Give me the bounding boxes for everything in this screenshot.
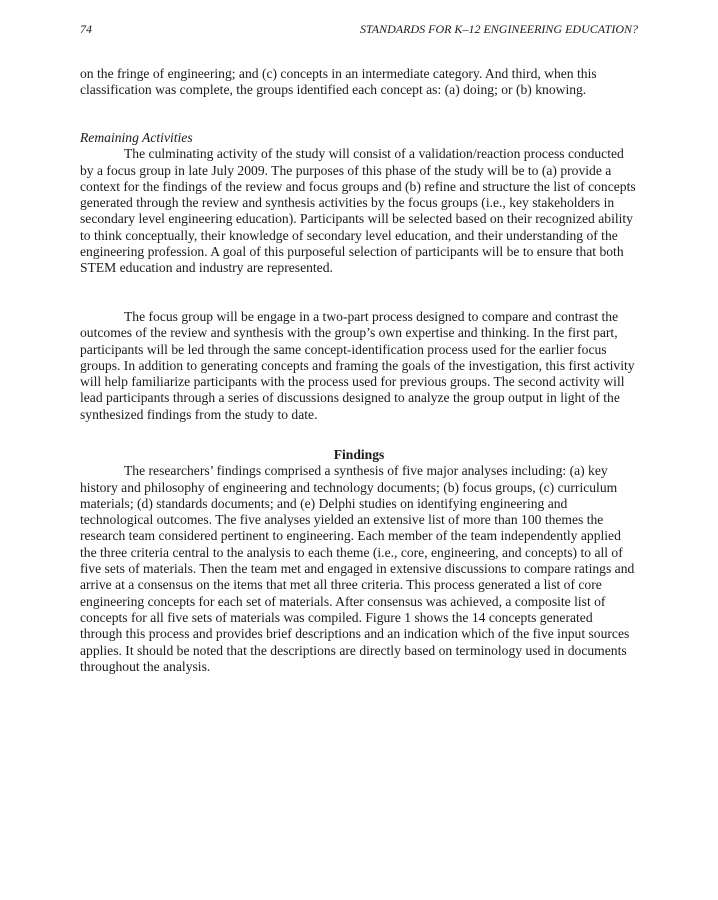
remaining-activities-section <box>80 130 638 277</box>
findings-section <box>80 447 638 675</box>
focus-group-paragraph: The focus group will be engage in a two-part process designed to compare and contrast the outcomes of the review and synthesis with the group’s own expertise and thinking. In the first part, participants will be led through the same concept-identification process used for the earlier focus groups. In addition to generating concepts and framing the goals of the investigation, this first activity will help familiarize participants with the process used for previous groups. The second activity will lead participants through a series of discussions designed to analyze the group output in light of the synthesized findings from the study to date. <box>80 309 635 422</box>
remaining-activities-paragraph: The culminating activity of the study will consist of a validation/reaction process conducted by a focus group in late July 2009. The purposes of this phase of the study will be to (a) provide a context for the findings of the review and focus groups and (b) refine and structure the list of concepts generated through the review and synthesis activities by the focus groups (i.e., key stakeholders in secondary level engineering education). Participants will be selected based on their recognized ability to think conceptually, their knowledge of secondary level education, and their understanding of the engineering profession. A goal of this purposeful selection of participants will be to ensure that both STEM education and industry are represented. <box>80 146 636 276</box>
running-header <box>80 20 638 38</box>
findings-paragraph: The researchers’ findings comprised a synthesis of five major analyses including: (a) key history and philosophy of engineering and technology documents; (b) focus groups, (c) curriculum materials; (d) standards documents; and (e) Delphi studies on identifying engineering and technological outcomes. The five analyses yielded an extensive list of more than 100 themes the research team considered pertinent to engineering. Each member of the team independently applied the three criteria central to the analysis to each theme (i.e., core, engineering, and concepts) to all of five sets of materials. Then the team met and engaged in extensive discussions to compare ratings and arrive at a consensus on the items that met all three criteria. This process generated a list of core engineering concepts for each set of materials. After consensus was achieved, a composite list of concepts for all five sets of materials was compiled. Figure 1 shows the 14 concepts generated through this process and provides brief descriptions and an indication which of the five input sources applies. It should be noted that the descriptions are directly based on terminology used in documents throughout the analysis. <box>80 463 635 674</box>
findings-heading: Findings <box>333 447 385 462</box>
page-number: 74 <box>80 22 92 36</box>
continuation-paragraph: on the fringe of engineering; and (c) concepts in an intermediate category. And third, when this classification was complete, the groups identified each concept as: (a) doing; or (b) knowing. <box>80 66 597 98</box>
continuation-block <box>80 66 638 99</box>
remaining-activities-heading: Remaining Activities <box>80 130 193 145</box>
running-title: STANDARDS FOR K–12 ENGINEERING EDUCATION? <box>360 22 638 36</box>
focus-group-block <box>80 309 638 423</box>
